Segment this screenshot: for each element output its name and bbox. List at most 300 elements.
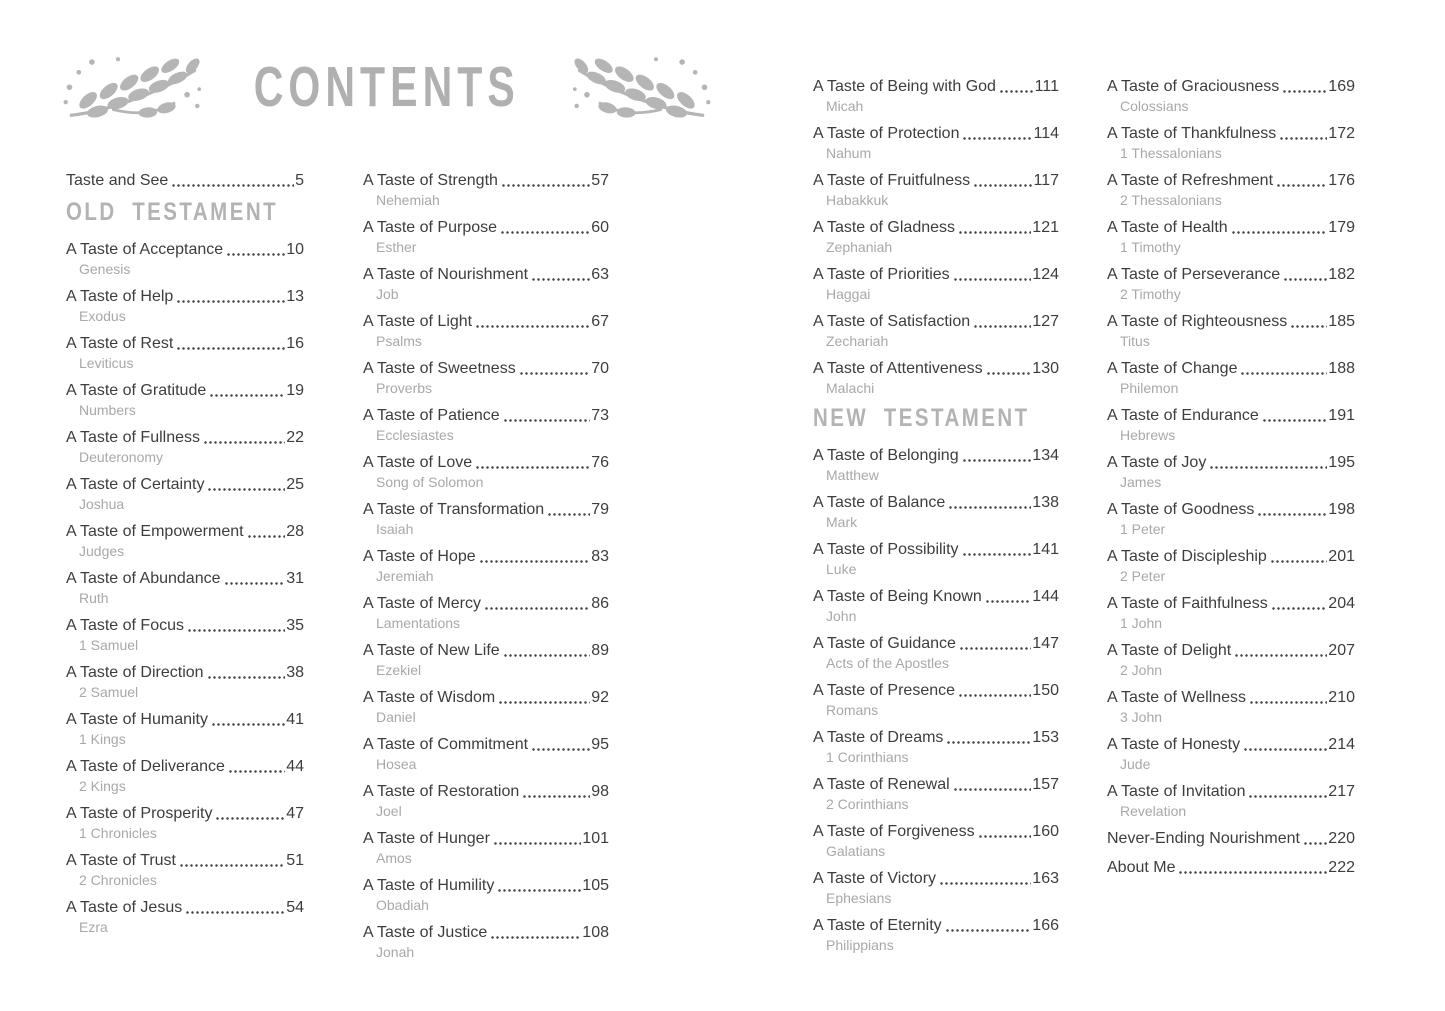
entry-title: A Taste of Light <box>363 313 473 330</box>
toc-entry-line <box>813 76 1059 97</box>
entry-title: A Taste of Belonging <box>813 447 959 464</box>
entry-page-number: 166 <box>1032 917 1059 934</box>
entry-title: A Taste of Certainty <box>66 476 205 493</box>
toc-entry-line <box>813 727 1059 748</box>
entry-title: A Taste of Prosperity <box>66 805 213 822</box>
entry-title: A Taste of Wellness <box>1107 689 1247 706</box>
entry-title: A Taste of Honesty <box>1107 736 1241 753</box>
toc-entry[interactable] <box>1107 781 1355 819</box>
dot-leader <box>1257 512 1327 517</box>
toc-entry-line <box>363 264 609 285</box>
dot-leader <box>958 230 1031 235</box>
page-title-wrap <box>202 57 572 125</box>
entry-page-number: 147 <box>1032 635 1059 652</box>
toc-entry[interactable] <box>1107 734 1355 772</box>
toc-entry-line <box>363 828 609 849</box>
entry-title: A Taste of Dreams <box>813 729 944 746</box>
entry-subtitle: Ezra <box>79 919 108 935</box>
toc-entry-line <box>813 445 1059 466</box>
entry-subtitle: Obadiah <box>376 897 429 913</box>
entry-subtitle: Deuteronomy <box>79 449 164 465</box>
toc-entry-line <box>66 521 304 542</box>
entry-page-number: 38 <box>286 664 304 681</box>
entry-page-number: 185 <box>1328 313 1355 330</box>
toc-entry[interactable] <box>66 427 304 465</box>
toc-entry[interactable] <box>363 311 609 349</box>
entry-subtitle: Jonah <box>376 944 415 960</box>
toc-entry[interactable] <box>363 875 609 913</box>
toc-entry[interactable] <box>1107 687 1355 725</box>
entry-subtitle: 2 Timothy <box>1120 286 1181 302</box>
toc-entry[interactable] <box>813 358 1059 396</box>
toc-entry[interactable] <box>813 445 1059 483</box>
dot-leader <box>1248 794 1327 799</box>
dot-leader <box>503 653 591 658</box>
dot-leader <box>986 371 1032 376</box>
dot-leader <box>1276 183 1327 188</box>
entry-page-number: 195 <box>1328 454 1355 471</box>
entry-subtitle: Jeremiah <box>376 568 434 584</box>
dot-leader <box>228 769 285 774</box>
toc-entry[interactable] <box>363 546 609 584</box>
entry-subtitle: Malachi <box>826 380 875 396</box>
toc-entry[interactable] <box>66 521 304 559</box>
entry-subtitle: 1 Timothy <box>1120 239 1181 255</box>
entry-page-number: 220 <box>1328 830 1355 847</box>
toc-entry-line <box>813 264 1059 285</box>
toc-entry[interactable] <box>363 781 609 819</box>
entry-title: A Taste of Fruitfulness <box>813 172 971 189</box>
toc-entry-line <box>66 333 304 354</box>
toc-entry[interactable] <box>1107 358 1355 396</box>
toc-entry[interactable] <box>1107 857 1355 878</box>
dot-leader <box>959 646 1031 651</box>
toc-entry[interactable] <box>363 452 609 490</box>
toc-entry[interactable] <box>813 821 1059 859</box>
dot-leader <box>1279 136 1327 141</box>
entry-page-number: 51 <box>286 852 304 869</box>
toc-entry[interactable] <box>66 756 304 794</box>
toc-entry-line <box>813 774 1059 795</box>
entry-title: A Taste of Gratitude <box>66 382 207 399</box>
toc-entry[interactable] <box>66 474 304 512</box>
entry-subtitle: Hosea <box>376 756 417 772</box>
toc-entry[interactable] <box>813 492 1059 530</box>
entry-subtitle: Amos <box>376 850 412 866</box>
toc-entry[interactable] <box>1107 217 1355 255</box>
toc-entry[interactable] <box>363 828 609 866</box>
dot-leader <box>475 324 590 329</box>
entry-subtitle: Mark <box>826 514 858 530</box>
entry-page-number: 214 <box>1328 736 1355 753</box>
toc-entry-line <box>813 915 1059 936</box>
dot-leader <box>1270 559 1328 564</box>
entry-page-number: 5 <box>295 172 304 189</box>
entry-subtitle: 2 Corinthians <box>826 796 909 812</box>
entry-page-number: 22 <box>286 429 304 446</box>
dot-leader <box>171 183 294 188</box>
entry-title: A Taste of Perseverance <box>1107 266 1281 283</box>
toc-entry[interactable] <box>66 615 304 653</box>
entry-page-number: 31 <box>286 570 304 587</box>
page-title: CONTENTS <box>253 55 520 119</box>
toc-entry-line <box>363 875 609 896</box>
toc-entry[interactable] <box>66 568 304 606</box>
entry-subtitle: 3 John <box>1120 709 1163 725</box>
toc-entry[interactable] <box>1107 405 1355 443</box>
entry-subtitle: 2 Kings <box>79 778 126 794</box>
toc-entry[interactable] <box>813 123 1059 161</box>
entry-subtitle: Ephesians <box>826 890 892 906</box>
dot-leader <box>493 841 581 846</box>
toc-entry[interactable] <box>1107 311 1355 349</box>
toc-entry-line <box>813 217 1059 238</box>
toc-entry-line <box>1107 452 1355 473</box>
dot-leader <box>503 418 591 423</box>
entry-subtitle: 2 Thessalonians <box>1120 192 1222 208</box>
entry-subtitle: Matthew <box>826 467 879 483</box>
entry-subtitle: John <box>826 608 857 624</box>
entry-title: Taste and See <box>66 172 169 189</box>
entry-page-number: 153 <box>1032 729 1059 746</box>
entry-subtitle: 1 Corinthians <box>826 749 909 765</box>
dot-leader <box>973 324 1031 329</box>
entry-page-number: 57 <box>591 172 609 189</box>
entry-subtitle: Joshua <box>79 496 125 512</box>
entry-title: A Taste of Humanity <box>66 711 208 728</box>
entry-title: A Taste of Victory <box>813 870 937 887</box>
toc-entry-line <box>1107 499 1355 520</box>
entry-title: A Taste of Protection <box>813 125 960 142</box>
toc-entry[interactable] <box>363 593 609 631</box>
entry-subtitle: Zephaniah <box>826 239 893 255</box>
entry-subtitle: James <box>1120 474 1162 490</box>
entry-page-number: 105 <box>582 877 609 894</box>
dot-leader <box>1271 606 1328 611</box>
toc-entry[interactable] <box>813 586 1059 624</box>
dot-leader <box>176 299 285 304</box>
entry-title: A Taste of Focus <box>66 617 184 634</box>
entry-title: A Taste of Rest <box>66 335 174 352</box>
toc-entry-line <box>1107 593 1355 614</box>
toc-entry[interactable] <box>66 897 304 935</box>
dot-leader <box>939 881 1031 886</box>
toc-entry[interactable] <box>1107 264 1355 302</box>
dot-leader <box>953 787 1032 792</box>
dot-leader <box>203 440 285 445</box>
contents-header <box>62 52 610 130</box>
entry-title: A Taste of Balance <box>813 494 946 511</box>
entry-title: A Taste of Thankfulness <box>1107 125 1277 142</box>
toc-entry[interactable] <box>813 633 1059 671</box>
toc-entry[interactable] <box>363 405 609 443</box>
toc-entry[interactable] <box>1107 546 1355 584</box>
toc-entry[interactable] <box>813 727 1059 765</box>
toc-entry[interactable] <box>363 734 609 772</box>
entry-subtitle: Ruth <box>79 590 109 606</box>
entry-title: A Taste of New Life <box>363 642 500 659</box>
toc-entry[interactable] <box>813 170 1059 208</box>
toc-entry[interactable] <box>66 333 304 371</box>
leaf-sprig-icon-mirrored <box>572 52 712 130</box>
entry-page-number: 28 <box>286 523 304 540</box>
entry-title: A Taste of Mercy <box>363 595 481 612</box>
toc-entry[interactable] <box>363 499 609 537</box>
entry-title: A Taste of Love <box>363 454 473 471</box>
entry-title: A Taste of Direction <box>66 664 204 681</box>
toc-entry[interactable] <box>813 915 1059 953</box>
toc-entry[interactable] <box>1107 640 1355 678</box>
dot-leader <box>1178 870 1327 875</box>
toc-entry-line <box>66 756 304 777</box>
entry-subtitle: Habakkuk <box>826 192 889 208</box>
toc-entry[interactable] <box>363 640 609 678</box>
toc-entry-line <box>363 405 609 426</box>
entry-page-number: 130 <box>1032 360 1059 377</box>
entry-title: A Taste of Refreshment <box>1107 172 1274 189</box>
toc-entry-line <box>1107 857 1355 878</box>
dot-leader <box>1231 230 1328 235</box>
toc-entry[interactable] <box>363 358 609 396</box>
entry-title: A Taste of Priorities <box>813 266 950 283</box>
toc-entry[interactable] <box>1107 593 1355 631</box>
toc-entry-line <box>1107 170 1355 191</box>
entry-page-number: 141 <box>1032 541 1059 558</box>
entry-page-number: 47 <box>286 805 304 822</box>
entry-subtitle: Revelation <box>1120 803 1187 819</box>
entry-page-number: 95 <box>591 736 609 753</box>
dot-leader <box>958 693 1031 698</box>
dot-leader <box>207 675 286 680</box>
entry-title: A Taste of Commitment <box>363 736 529 753</box>
toc-entry[interactable] <box>363 922 609 960</box>
toc-entry-line <box>66 709 304 730</box>
entry-page-number: 83 <box>591 548 609 565</box>
toc-entry-line <box>1107 123 1355 144</box>
entry-title: A Taste of Wisdom <box>363 689 496 706</box>
entry-page-number: 114 <box>1033 125 1059 142</box>
entry-subtitle: Judges <box>79 543 125 559</box>
toc-entry[interactable] <box>66 662 304 700</box>
dot-leader <box>948 505 1031 510</box>
entry-subtitle: Joel <box>376 803 402 819</box>
entry-subtitle: Ezekiel <box>376 662 422 678</box>
dot-leader <box>1234 653 1327 658</box>
entry-page-number: 92 <box>591 689 609 706</box>
entry-subtitle: Titus <box>1120 333 1150 349</box>
entry-title: A Taste of Discipleship <box>1107 548 1267 565</box>
entry-title: A Taste of Faithfulness <box>1107 595 1268 612</box>
entry-title: A Taste of Empowerment <box>66 523 244 540</box>
entry-subtitle: Hebrews <box>1120 427 1176 443</box>
entry-page-number: 41 <box>286 711 304 728</box>
toc-entry[interactable] <box>813 76 1059 114</box>
toc-entry-line <box>813 539 1059 560</box>
section-header: NEW TESTAMENT <box>813 404 1030 432</box>
entry-page-number: 86 <box>591 595 609 612</box>
toc-entry[interactable] <box>66 239 304 277</box>
entry-title: A Taste of Forgiveness <box>813 823 975 840</box>
dot-leader <box>1243 747 1327 752</box>
toc-entry[interactable] <box>813 264 1059 302</box>
entry-title: A Taste of Change <box>1107 360 1238 377</box>
dot-leader <box>490 935 581 940</box>
toc-entry[interactable] <box>66 286 304 324</box>
toc-entry[interactable] <box>813 311 1059 349</box>
toc-entry[interactable] <box>363 264 609 302</box>
toc-entry[interactable] <box>1107 499 1355 537</box>
toc-entry-line <box>363 499 609 520</box>
dot-leader <box>519 371 591 376</box>
entry-page-number: 127 <box>1032 313 1059 330</box>
entry-page-number: 198 <box>1328 501 1355 518</box>
entry-title: A Taste of Guidance <box>813 635 956 652</box>
entry-page-number: 25 <box>286 476 304 493</box>
dot-leader <box>962 136 1032 141</box>
entry-page-number: 79 <box>591 501 609 518</box>
toc-entry[interactable] <box>66 380 304 418</box>
entry-page-number: 35 <box>286 617 304 634</box>
toc-entry[interactable] <box>1107 170 1355 208</box>
entry-page-number: 176 <box>1328 172 1355 189</box>
dot-leader <box>226 252 285 257</box>
entry-page-number: 163 <box>1032 870 1059 887</box>
dot-leader <box>215 816 285 821</box>
toc-entry-line <box>363 358 609 379</box>
entry-page-number: 121 <box>1032 219 1059 236</box>
toc-entry-line <box>813 311 1059 332</box>
dot-leader <box>497 888 581 893</box>
toc-entry[interactable] <box>1107 76 1355 114</box>
entry-subtitle: Philemon <box>1120 380 1179 396</box>
toc-entry[interactable] <box>66 850 304 888</box>
dot-leader <box>209 393 285 398</box>
dot-leader <box>985 599 1032 604</box>
entry-title: A Taste of Trust <box>66 852 176 869</box>
entry-subtitle: 1 John <box>1120 615 1163 631</box>
entry-page-number: 54 <box>286 899 304 916</box>
toc-entry[interactable] <box>1107 452 1355 490</box>
toc-entry[interactable] <box>813 680 1059 718</box>
dot-leader <box>207 487 285 492</box>
toc-entry[interactable] <box>363 687 609 725</box>
entry-title: A Taste of Health <box>1107 219 1228 236</box>
toc-entry-line <box>66 615 304 636</box>
entry-title: A Taste of Purpose <box>363 219 498 236</box>
toc-entry-line <box>813 170 1059 191</box>
toc-entry[interactable] <box>66 803 304 841</box>
toc-entry[interactable] <box>66 709 304 747</box>
entry-page-number: 73 <box>591 407 609 424</box>
toc-entry-line <box>1107 217 1355 238</box>
dot-leader <box>1283 277 1327 282</box>
entry-subtitle: 1 Samuel <box>79 637 139 653</box>
dot-leader <box>484 606 590 611</box>
toc-column-2 <box>363 170 609 969</box>
entry-page-number: 63 <box>591 266 609 283</box>
toc-entry-line <box>66 897 304 918</box>
entry-title: A Taste of Presence <box>813 682 956 699</box>
entry-subtitle: 2 Peter <box>1120 568 1166 584</box>
dot-leader <box>531 747 590 752</box>
entry-subtitle: Numbers <box>79 402 136 418</box>
entry-title: A Taste of Renewal <box>813 776 950 793</box>
entry-title: A Taste of Restoration <box>363 783 520 800</box>
entry-page-number: 222 <box>1328 859 1355 876</box>
dot-leader <box>946 740 1031 745</box>
toc-entry-line <box>363 781 609 802</box>
entry-subtitle: Lamentations <box>376 615 461 631</box>
toc-entry[interactable] <box>813 868 1059 906</box>
toc-entry-line <box>66 850 304 871</box>
entry-subtitle: 2 John <box>1120 662 1163 678</box>
entry-subtitle: 2 Samuel <box>79 684 139 700</box>
entry-title: A Taste of Gladness <box>813 219 956 236</box>
toc-entry[interactable] <box>1107 123 1355 161</box>
entry-page-number: 101 <box>582 830 609 847</box>
entry-page-number: 111 <box>1034 78 1059 95</box>
toc-entry-line <box>363 546 609 567</box>
dot-leader <box>187 628 285 633</box>
entry-page-number: 150 <box>1032 682 1059 699</box>
dot-leader <box>1303 841 1327 846</box>
toc-entry-line <box>813 633 1059 654</box>
dot-leader <box>962 552 1032 557</box>
toc-entry-line <box>66 380 304 401</box>
leaf-sprig-icon <box>62 52 202 130</box>
toc-entry[interactable] <box>66 170 304 191</box>
toc-entry-line <box>813 821 1059 842</box>
dot-leader <box>501 183 590 188</box>
toc-entry-line <box>363 452 609 473</box>
entry-title: A Taste of Abundance <box>66 570 221 587</box>
toc-entry-line <box>1107 405 1355 426</box>
toc-entry[interactable] <box>813 217 1059 255</box>
toc-entry[interactable] <box>363 217 609 255</box>
toc-entry-line <box>1107 546 1355 567</box>
entry-title: A Taste of Nourishment <box>363 266 529 283</box>
dot-leader <box>224 581 286 586</box>
entry-subtitle: 1 Kings <box>79 731 126 747</box>
entry-page-number: 10 <box>286 241 304 258</box>
entry-page-number: 210 <box>1328 689 1355 706</box>
entry-title: A Taste of Patience <box>363 407 500 424</box>
entry-subtitle: Proverbs <box>376 380 433 396</box>
toc-entry[interactable] <box>813 539 1059 577</box>
toc-entry[interactable] <box>1107 828 1355 849</box>
entry-page-number: 134 <box>1032 447 1059 464</box>
toc-entry-line <box>813 868 1059 889</box>
entry-subtitle: Isaiah <box>376 521 414 537</box>
toc-entry[interactable] <box>813 774 1059 812</box>
toc-entry[interactable] <box>363 170 609 208</box>
entry-subtitle: Galatians <box>826 843 886 859</box>
entry-title: A Taste of Fullness <box>66 429 200 446</box>
toc-column-1 <box>66 170 304 944</box>
entry-subtitle: Job <box>376 286 399 302</box>
toc-entry-line <box>363 640 609 661</box>
toc-entry-line <box>66 803 304 824</box>
entry-title: A Taste of Possibility <box>813 541 959 558</box>
entry-subtitle: Exodus <box>79 308 126 324</box>
entry-subtitle: Nahum <box>826 145 872 161</box>
entry-title: A Taste of Sweetness <box>363 360 516 377</box>
entry-page-number: 201 <box>1328 548 1355 565</box>
dot-leader <box>498 700 590 705</box>
entry-title: A Taste of Hunger <box>363 830 490 847</box>
entry-title: A Taste of Invitation <box>1107 783 1246 800</box>
entry-page-number: 138 <box>1032 494 1059 511</box>
